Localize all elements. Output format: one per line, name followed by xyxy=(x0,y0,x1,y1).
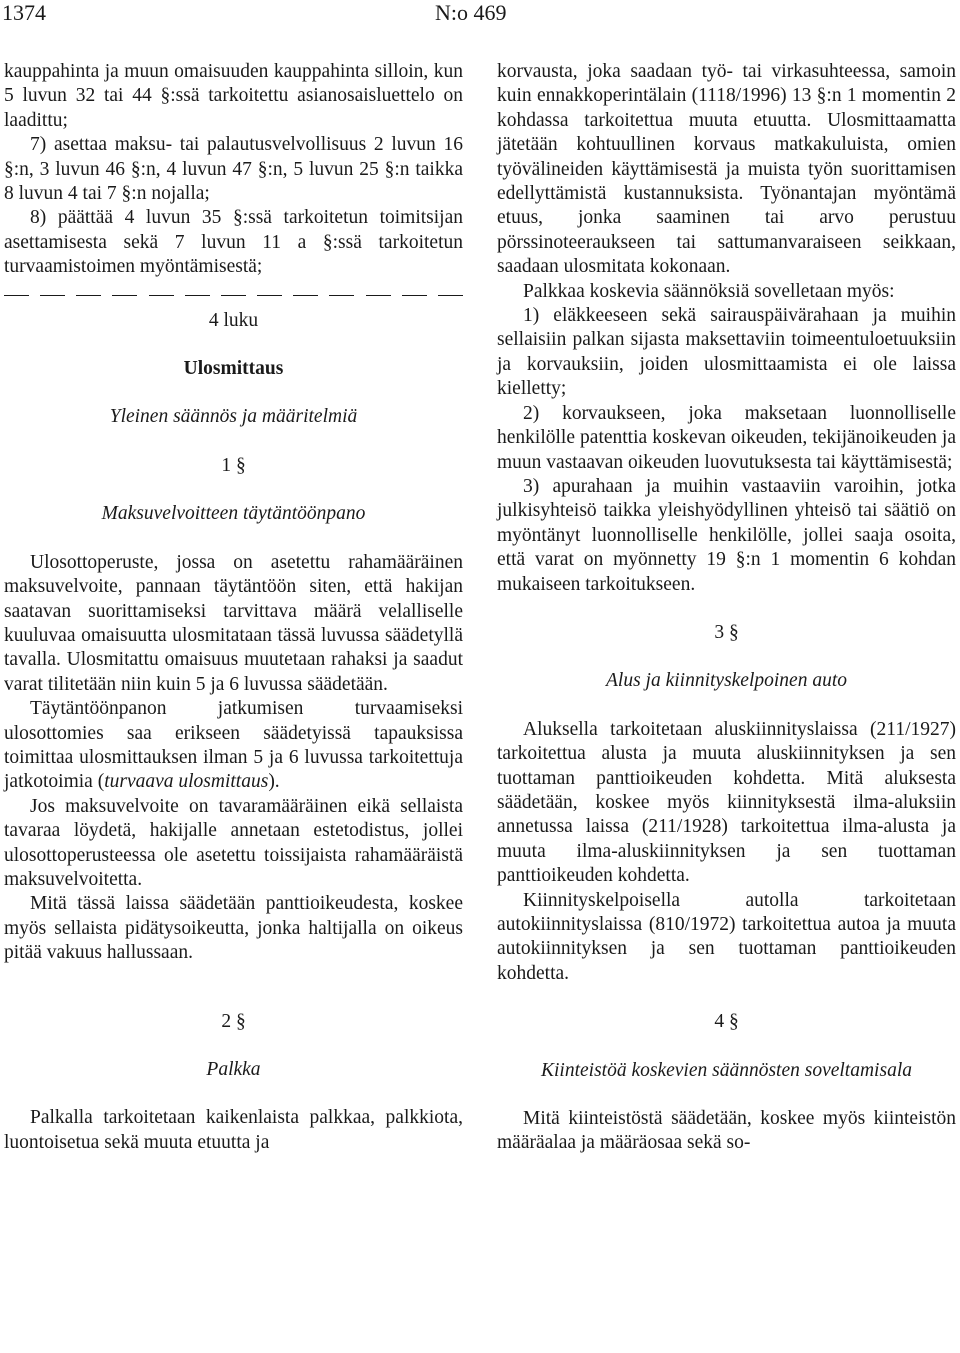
right-column xyxy=(497,60,956,1156)
section-number: 4 § xyxy=(714,1011,739,1033)
paragraph: Ulosottoperuste, jossa on asetettu rahamääräinen maksuvelvoite, pannaan täytäntöön siten, että hakijan saatavan suorittamiseksi tarvittava määrä velalliselle kuuluvaa omaisuutta ulosmitataan tässä luvussa säädetyllä tavalla. Ulosmitattu omaisuus muutetaan rahaksi ja saadut varat tilitetään niin kuin 5 ja 6 luvussa säädetään. xyxy=(4,551,463,695)
paragraph: 3) apurahaan ja muihin vastaaviin varoihin, jotka julkisyhteisö taikka yleishyödyllinen yhteisö tai säätiö on myöntänyt luonnolliselle henkilölle, jollei saaja osoita, että varat on myönnetty 19 §:n 1 momentin 6 kohdan mukaiseen tarkoitukseen. xyxy=(497,475,956,595)
paragraph: 8) päättää 4 luvun 35 §:ssä tarkoitetun toimitsijan asettamisesta sekä 7 luvun 11 a §:ssä tarkoitetun turvaamistoimen myöntämisestä; xyxy=(4,207,463,278)
paragraph: 7) asettaa maksu- tai palautusvelvollisuus 2 luvun 16 §:n, 3 luvun 46 §:n, 4 luvun 47 §:n, 5 luvun 25 §:n taikka 8 luvun 4 tai 7 §:n nojalla; xyxy=(4,134,463,205)
section-title: Kiinteistöä koskevien säännösten soveltamisala xyxy=(541,1059,912,1081)
paragraph: Palkalla tarkoitetaan kaikenlaista palkkaa, palkkiota, luontoisetua sekä muuta etuutta ja xyxy=(4,1107,463,1153)
section-number: 2 § xyxy=(221,1010,246,1032)
paragraph: Täytäntöönpanon jatkumisen turvaamiseksi ulosottomies saa erikseen säädetyissä tapauksissa toimittaa ulosmittauksen ilman 5 ja 6 luvussa tarkoitettuja jatkotoimia (turvaava ulosmittaus). xyxy=(4,698,463,793)
paragraph: Aluksella tarkoitetaan aluskiinnityslaissa (211/1927) tarkoitettua alusta ja muuta aluskiinnityksen ja sen tuottaman panttioikeuden kohdetta. Mitä aluksesta säädetään, koskee myös kiinnityksestä ilma-aluksiin annetussa laissa (211/1928) tarkoitettua ilma-alusta ja muuta ilma-aluskiinnityksen ja sen tuottaman panttioikeuden kohdetta. xyxy=(497,718,956,887)
paragraph: Mitä kiinteistöstä säädetään, koskee myös kiinteistön määräalaa ja määräosaa sekä so- xyxy=(497,1108,956,1154)
omission-dashes xyxy=(4,289,463,303)
section-title: Maksuvelvoitteen täytäntöönpano xyxy=(101,503,366,525)
statute-number: N:o 469 xyxy=(435,0,507,25)
paragraph: 1) eläkkeeseen sekä sairauspäivärahaan ja muihin sellaisiin palkan sijasta maksettaviin toimeentuloetuuksiin ja korvauksiin, joiden ulosmittaamista ei ole laissa kielletty; xyxy=(497,305,956,400)
left-column xyxy=(4,60,463,1155)
section-title: Palkka xyxy=(206,1059,261,1080)
paragraph: Mitä tässä laissa säädetään panttioikeudesta, koskee myös sellaista pidätysoikeutta, jonka haltijalla on oikeus pitää vakuus hallussaan. xyxy=(4,893,463,964)
chapter-subtitle: Yleinen säännös ja määritelmiä xyxy=(109,406,358,428)
paragraph: 2) korvaukseen, joka maksetaan luonnolliselle henkilölle patenttia koskevan oikeuden, tekijänoikeuden ja muun vastaavan oikeuden luovutuksesta tai käyttämisestä; xyxy=(497,402,956,473)
paragraph: Jos maksuvelvoite on tavaramääräinen eikä sellaista tavaraa löydetä, hakijalle annetaan estetodistus, jollei ulosottoperusteessa ole asetettu toissijaista rahamääräistä maksuvelvoitetta. xyxy=(4,795,463,890)
page-header xyxy=(0,0,960,30)
paragraph: korvausta, joka saadaan työ- tai virkasuhteessa, samoin kuin ennakkoperintälain (1118/1996) 13 §:n 1 momentin 2 kohdassa tarkoitettua muuta etuutta. Ulosmittaamatta jätetään kohtuullinen korvaus matkakuluista, omien työvälineiden käyttämisestä ja muista työn suorittamisen edellyttämistä kustannuksista. Työnantajan myöntämä etuus, jonka saaminen tai arvo perustuu pörssinoteeraukseen tai sattumanvaraiseen seikkaan, saadaan ulosmitata kokonaan. xyxy=(497,61,956,278)
section-number: 1 § xyxy=(221,454,246,476)
chapter-title: Ulosmittaus xyxy=(183,358,284,380)
paragraph: kauppahinta ja muun omaisuuden kauppahinta silloin, kun 5 luvun 32 tai 44 §:ssä tarkoitettu asianosaisluettelo on laadittu; xyxy=(4,61,463,131)
chapter-number: 4 luku xyxy=(208,309,259,331)
paragraph: Palkkaa koskevia säännöksiä sovelletaan myös: xyxy=(523,280,895,302)
section-title: Alus ja kiinnityskelpoinen auto xyxy=(606,670,847,692)
section-number: 3 § xyxy=(714,621,739,643)
paragraph: Kiinnityskelpoisella autolla tarkoitetaan autokiinnityslaissa (810/1972) tarkoitettua autoa ja muuta autokiinnityksen ja sen tuottaman panttioikeuden kohdetta. xyxy=(497,889,956,984)
page-number: 1374 xyxy=(2,0,46,25)
